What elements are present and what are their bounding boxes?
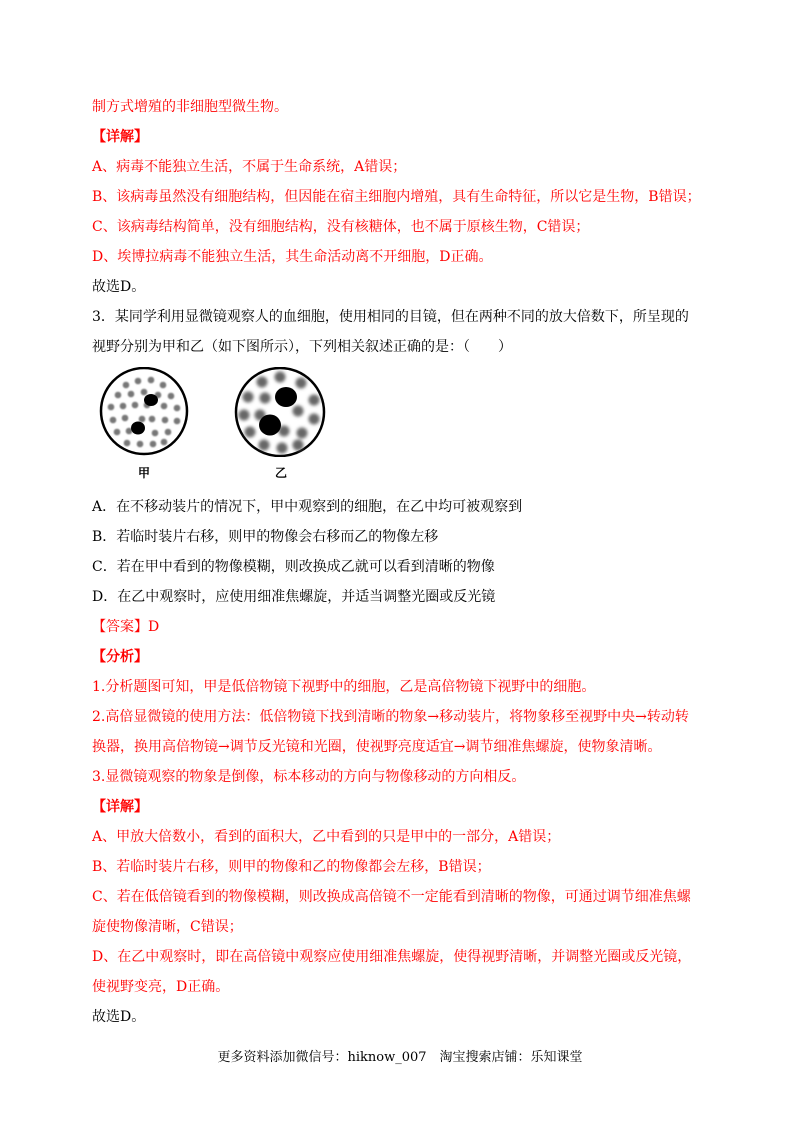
section1-conclusion: 故选D。 (92, 279, 146, 295)
figure-label-yi: 乙 (275, 466, 288, 480)
question3-stem-line1: 3．某同学利用显微镜观察人的血细胞，使用相同的目镜，但在两种不同的放大倍数下，所呈现的 (92, 309, 689, 325)
question3-conclusion: 故选D。 (92, 1009, 146, 1025)
section1-detail-b: B、该病毒虽然没有细胞结构，但因能在宿主细胞内增殖，具有生命特征，所以它是生物，B错误； (92, 189, 701, 205)
detail-heading: 【详解】 (92, 799, 148, 815)
answer-line: 【答案】D (92, 619, 160, 635)
section1-detail-d: D、埃博拉病毒不能独立生活，其生命活动离不开细胞，D正确。 (92, 249, 493, 265)
high-power-field (236, 368, 324, 456)
detail-line-d2: 使视野变亮，D正确。 (92, 979, 230, 995)
page-footer: 更多资料添加微信号：hiknow_007 淘宝搜索店铺：乐知课堂 (217, 1050, 583, 1065)
microscope-fields-svg (98, 367, 338, 457)
question3-stem-line2: 视野分别为甲和乙（如下图所示），下列相关叙述正确的是：（ ） (92, 339, 512, 355)
analysis-line-4: 3.显微镜观察的物象是倒像，标本移动的方向与物像移动的方向相反。 (92, 769, 526, 785)
detail-line-c1: C、若在低倍镜看到的物像模糊，则改换成高倍镜不一定能看到清晰的物像，可通过调节细准焦螺 (92, 889, 691, 905)
continuation-line: 制方式增殖的非细胞型微生物。 (92, 99, 288, 115)
low-power-field (101, 368, 187, 454)
detail-line-b: B、若临时装片右移，则甲的物像和乙的物像都会左移，B错误； (92, 859, 491, 875)
option-b: B．若临时装片右移，则甲的物像会右移而乙的物像左移 (92, 529, 439, 545)
option-d: D．在乙中观察时，应使用细准焦螺旋，并适当调整光圈或反光镜 (92, 589, 496, 605)
option-c: C．若在甲中看到的物像模糊，则改换成乙就可以看到清晰的物像 (92, 559, 495, 575)
detail-line-a: A、甲放大倍数小，看到的面积大，乙中看到的只是甲中的一部分，A错误； (92, 829, 561, 845)
microscope-figure (98, 367, 338, 482)
analysis-heading: 【分析】 (92, 649, 148, 665)
analysis-line-2: 2.高倍显微镜的使用方法：低倍物镜下找到清晰的物象→移动装片，将物象移至视野中央→转动转 (92, 709, 689, 725)
option-a: A．在不移动装片的情况下，甲中观察到的细胞，在乙中均可被观察到 (92, 499, 523, 515)
analysis-line-1: 1.分析题图可知，甲是低倍物镜下视野中的细胞，乙是高倍物镜下视野中的细胞。 (92, 679, 596, 695)
figure-label-jia: 甲 (138, 466, 151, 480)
section1-detail-heading: 【详解】 (92, 129, 148, 145)
detail-line-c2: 旋使物像清晰，C错误； (92, 919, 243, 935)
analysis-line-3: 换器，换用高倍物镜→调节反光镜和光圈，使视野亮度适宜→调节细准焦螺旋，使物象清晰。 (92, 739, 662, 755)
detail-line-d1: D、在乙中观察时，即在高倍镜中观察应使用细准焦螺旋，使得视野清晰，并调整光圈或反光镜， (92, 949, 692, 965)
section1-detail-a: A、病毒不能独立生活，不属于生命系统，A错误； (92, 159, 407, 175)
section1-detail-c: C、该病毒结构简单，没有细胞结构，没有核糖体，也不属于原核生物，C错误； (92, 219, 590, 235)
